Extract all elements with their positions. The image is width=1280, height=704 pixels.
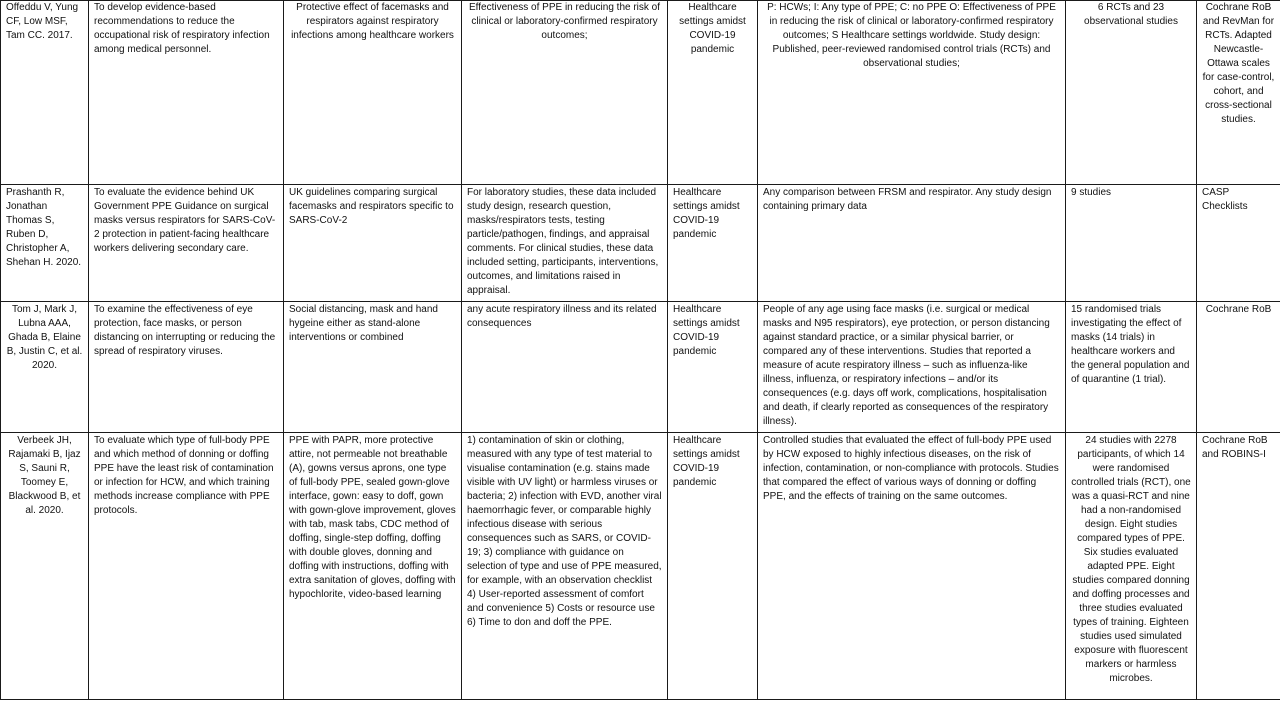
criteria-cell: Controlled studies that evaluated the effect of full-body PPE used by HCW exposed to highly infectious diseases, on the risk of infection, contamination, or non-compliance with protocols. Studies that compared the effect of various ways of donning or doffing PPE, and the effects of training on the same outcomes. bbox=[758, 433, 1066, 700]
author-cell: Prashanth R, Jonathan Thomas S, Ruben D, Christopher A, Shehan H. 2020. bbox=[1, 185, 89, 302]
outcomes-cell: any acute respiratory illness and its related consequences bbox=[462, 302, 668, 433]
setting-cell: Healthcare settings amidst COVID-19 pandemic bbox=[668, 1, 758, 185]
criteria-cell: People of any age using face masks (i.e. surgical or medical masks and N95 respirators), eye protection, or person distancing against standard practice, or a similar physical barrier, or compared any of these interventions. Studies that reported a measure of acute respiratory illness – such as influenza-like illness, influenza, or respiratory infections – and/or its consequences (e.g. days off work, complications, hospitalisation and death, if clearly reported as consequences of the respiratory illness). bbox=[758, 302, 1066, 433]
appraisal-cell: Cochrane RoB and ROBINS-I bbox=[1197, 433, 1280, 700]
focus-cell: PPE with PAPR, more protective attire, not permeable not breathable (A), gowns versus aprons, one type of full-body PPE, sealed gown-glove interface, gown: easy to doff, gown with gown-glove improvement, gloves with tab, mask tabs, CDC method of doffing, single-step doffing, doffing with double gloves, donning and doffing with instructions, doffing with extra sanitation of gloves, doffing with hypochlorite, video-based learning bbox=[284, 433, 462, 700]
objective-cell: To examine the effectiveness of eye protection, face masks, or person distancing on interrupting or reducing the spread of respiratory viruses. bbox=[89, 302, 284, 433]
focus-cell: UK guidelines comparing surgical facemasks and respirators specific to SARS-CoV-2 bbox=[284, 185, 462, 302]
studies-cell: 24 studies with 2278 participants, of which 14 were randomised controlled trials (RCT), one was a quasi-RCT and nine had a non-randomised design. Eight studies compared types of PPE. Six studies evaluated adapted PPE. Eight studies compared donning and doffing processes and three studies evaluated types of training. Eighteen studies used simulated exposure with fluorescent markers or harmless microbes. bbox=[1066, 433, 1197, 700]
focus-cell: Social distancing, mask and hand hygeine either as stand-alone interventions or combined bbox=[284, 302, 462, 433]
objective-cell: To evaluate which type of full-body PPE and which method of donning or doffing PPE have the least risk of contamination or infection for HCW, and which training methods increase compliance with PPE protocols. bbox=[89, 433, 284, 700]
studies-cell: 15 randomised trials investigating the effect of masks (14 trials) in healthcare workers and the general population and of quarantine (1 trial). bbox=[1066, 302, 1197, 433]
objective-cell: To evaluate the evidence behind UK Government PPE Guidance on surgical masks versus respirators for SARS-CoV-2 protection in patient-facing healthcare workers delivering secondary care. bbox=[89, 185, 284, 302]
criteria-cell: Any comparison between FRSM and respirator. Any study design containing primary data bbox=[758, 185, 1066, 302]
outcomes-cell: 1) contamination of skin or clothing, measured with any type of test material to visualise contamination (e.g. stains made visible with UV light) or harmless viruses or bacteria; 2) infection with EVD, another viral haemorrhagic fever, or comparable highly infectious disease with serious consequences such as SARS, or COVID-19; 3) compliance with guidance on selection of type and use of PPE measured, for example, with an observation checklist 4) User-reported assessment of comfort and convenience 5) Costs or resource use 6) Time to don and doff the PPE. bbox=[462, 433, 668, 700]
studies-cell: 6 RCTs and 23 observational studies bbox=[1066, 1, 1197, 185]
studies-cell: 9 studies bbox=[1066, 185, 1197, 302]
outcomes-cell: Effectiveness of PPE in reducing the risk of clinical or laboratory-confirmed respiratory outcomes; bbox=[462, 1, 668, 185]
table-row bbox=[1, 185, 1280, 302]
setting-cell: Healthcare settings amidst COVID-19 pandemic bbox=[668, 433, 758, 700]
author-cell: Verbeek JH, Rajamaki B, Ijaz S, Sauni R, Toomey E, Blackwood B, et al. 2020. bbox=[1, 433, 89, 700]
author-cell: Offeddu V, Yung CF, Low MSF, Tam CC. 2017. bbox=[1, 1, 89, 185]
appraisal-cell: CASP Checklists bbox=[1197, 185, 1280, 302]
table-row bbox=[1, 1, 1280, 185]
author-cell: Tom J, Mark J, Lubna AAA, Ghada B, Elaine B, Justin C, et al. 2020. bbox=[1, 302, 89, 433]
objective-cell: To develop evidence-based recommendations to reduce the occupational risk of respiratory infection among medical personnel. bbox=[89, 1, 284, 185]
focus-cell: Protective effect of facemasks and respirators against respiratory infections among healthcare workers bbox=[284, 1, 462, 185]
setting-cell: Healthcare settings amidst COVID-19 pandemic bbox=[668, 302, 758, 433]
criteria-cell: P: HCWs; I: Any type of PPE; C: no PPE O: Effectiveness of PPE in reducing the risk of clinical or laboratory-confirmed respiratory outcomes; S Healthcare settings worldwide. Study design: Published, peer-reviewed randomised control trials (RCTs) and observational studies; bbox=[758, 1, 1066, 185]
table-row bbox=[1, 302, 1280, 433]
table-row bbox=[1, 433, 1280, 700]
appraisal-cell: Cochrane RoB and RevMan for RCTs. Adapted Newcastle-Ottawa scales for case-control, cohort, and cross-sectional studies. bbox=[1197, 1, 1280, 185]
appraisal-cell: Cochrane RoB bbox=[1197, 302, 1280, 433]
outcomes-cell: For laboratory studies, these data included study design, research question, masks/respirators tests, testing particle/pathogen, findings, and appraisal comments. For clinical studies, these data included setting, participants, interventions, outcomes, and limitations raised in appraisal. bbox=[462, 185, 668, 302]
setting-cell: Healthcare settings amidst COVID-19 pandemic bbox=[668, 185, 758, 302]
